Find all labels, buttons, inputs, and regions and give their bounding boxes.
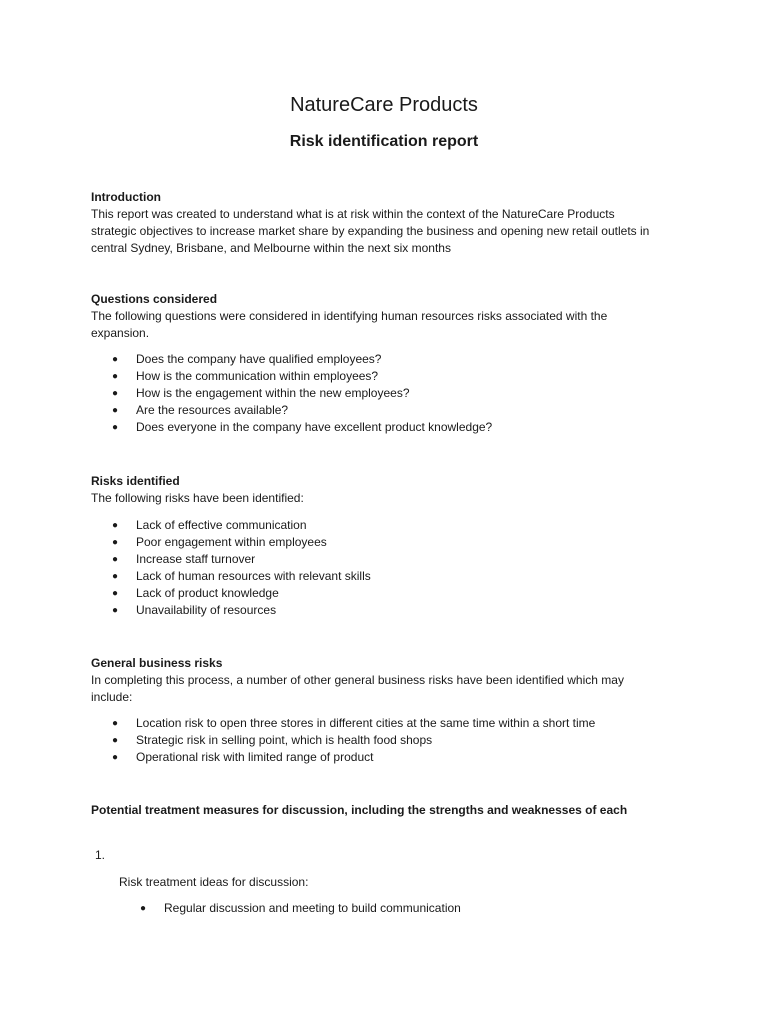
list-item [91, 517, 691, 534]
bullet-icon: ● [112, 354, 119, 365]
questions-line: expansion. [91, 326, 150, 340]
list-item-text: Increase staff turnover [136, 552, 256, 566]
risks-section [91, 473, 691, 619]
treatment-heading: Potential treatment measures for discussion, including the strengths and weaknesses of each [91, 803, 628, 817]
list-item [91, 715, 691, 732]
list-item-text: Poor engagement within employees [136, 535, 327, 549]
questions-list [91, 351, 691, 436]
list-item-text: Regular discussion and meeting to build communication [164, 901, 461, 915]
list-item-text: Operational risk with limited range of product [136, 750, 374, 764]
bullet-icon: ● [112, 752, 119, 763]
list-item-text: Lack of human resources with relevant skills [136, 569, 371, 583]
bullet-icon: ● [112, 571, 119, 582]
risks-heading: Risks identified [91, 474, 180, 488]
bullet-icon: ● [112, 605, 119, 616]
general-risks-line: include: [91, 690, 133, 704]
bullet-icon: ● [112, 371, 119, 382]
list-item [91, 749, 691, 766]
questions-section [91, 291, 691, 436]
general-risks-list [91, 715, 691, 766]
questions-heading: Questions considered [91, 292, 218, 306]
bullet-icon: ● [112, 735, 119, 746]
risks-line: The following risks have been identified: [91, 491, 304, 505]
list-item-text: Are the resources available? [136, 403, 289, 417]
bullet-icon: ● [112, 718, 119, 729]
risks-list [91, 517, 691, 619]
list-item-text: Lack of effective communication [136, 518, 307, 532]
list-item-text: Does the company have qualified employees? [136, 352, 382, 366]
list-item-text: How is the communication within employees? [136, 369, 379, 383]
list-item [91, 732, 691, 749]
bullet-icon: ● [140, 903, 147, 914]
list-item-text: Location risk to open three stores in different cities at the same time within a short time [136, 716, 596, 730]
list-item-text: Does everyone in the company have excellent product knowledge? [136, 420, 493, 434]
bullet-icon: ● [112, 537, 119, 548]
introduction-section [91, 189, 691, 257]
list-item-text: Unavailability of resources [136, 603, 277, 617]
bullet-icon: ● [112, 422, 119, 433]
list-item-text: Strategic risk in selling point, which is health food shops [136, 733, 433, 747]
list-item [91, 419, 691, 436]
treatment-number: 1. [95, 848, 106, 862]
document-subtitle: Risk identification report [289, 133, 479, 150]
document-title: NatureCare Products [290, 94, 478, 116]
list-item-text: How is the engagement within the new employees? [136, 386, 410, 400]
introduction-line: central Sydney, Brisbane, and Melbourne within the next six months [91, 241, 451, 255]
list-item [91, 568, 691, 585]
bullet-icon: ● [112, 388, 119, 399]
list-item [91, 368, 691, 385]
treatment-section [91, 802, 731, 819]
general-risks-line: In completing this process, a number of other general business risks have been identified which may [91, 673, 624, 687]
bullet-icon: ● [112, 520, 119, 531]
list-item-text: Lack of product knowledge [136, 586, 279, 600]
list-item [91, 351, 691, 368]
list-item [91, 534, 691, 551]
general-risks-heading: General business risks [91, 656, 223, 670]
introduction-line: This report was created to understand what is at risk within the context of the NatureCare Products [91, 207, 615, 221]
questions-line: The following questions were considered in identifying human resources risks associated with the [91, 309, 608, 323]
treatment-intro: Risk treatment ideas for discussion: [119, 875, 309, 889]
bullet-icon: ● [112, 405, 119, 416]
bullet-icon: ● [112, 588, 119, 599]
general-risks-section [91, 655, 691, 766]
bullet-icon: ● [112, 554, 119, 565]
list-item [91, 402, 691, 419]
introduction-line: strategic objectives to increase market share by expanding the business and opening new retail outlets in [91, 224, 650, 238]
introduction-heading: Introduction [91, 190, 161, 204]
list-item [119, 900, 679, 917]
list-item [91, 385, 691, 402]
list-item [91, 602, 691, 619]
treatment-list [119, 900, 679, 917]
list-item [91, 585, 691, 602]
list-item [91, 551, 691, 568]
